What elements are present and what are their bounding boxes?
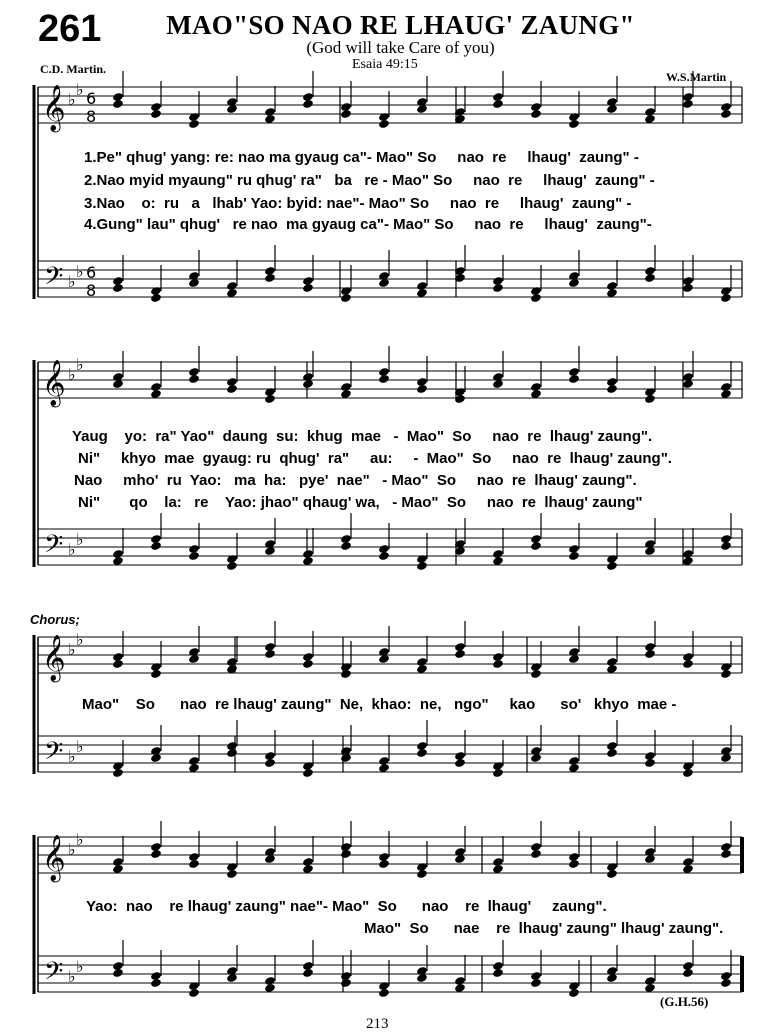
flat-icon: ♭ <box>76 830 84 849</box>
note-head <box>264 758 276 768</box>
note-head <box>378 119 390 129</box>
note-head <box>454 758 466 768</box>
note-head <box>302 283 314 293</box>
note-head <box>720 293 732 303</box>
note-head <box>340 849 352 859</box>
note-head <box>530 978 542 988</box>
note-head <box>150 978 162 988</box>
flat-icon: ♭ <box>68 747 76 766</box>
note-head <box>150 849 162 859</box>
note-head <box>530 293 542 303</box>
note-head <box>378 551 390 561</box>
flat-icon: ♭ <box>76 630 84 649</box>
hymn-subtitle: (God will take Care of you) <box>306 38 495 57</box>
note-head <box>568 859 580 869</box>
note-head <box>302 99 314 109</box>
note-head <box>682 659 694 669</box>
verse-4-line-1: 4.Gung" lau" qhug' re nao ma gyaug ca"- Mao" So nao re lhaug' zaung"- <box>84 216 652 233</box>
note-head <box>112 99 124 109</box>
note-head <box>150 293 162 303</box>
note-head <box>264 649 276 659</box>
note-head <box>188 119 200 129</box>
note-head <box>150 109 162 119</box>
note-head <box>226 384 238 394</box>
note-head <box>644 394 656 404</box>
note-head <box>606 561 618 571</box>
note-head <box>378 374 390 384</box>
note-head <box>530 669 542 679</box>
flat-icon: ♭ <box>76 80 84 99</box>
note-head <box>340 541 352 551</box>
time-sig-denominator: 8 <box>86 107 97 126</box>
note-head <box>226 869 238 879</box>
treble-clef-icon: 𝄞 <box>42 835 66 881</box>
note-head <box>720 669 732 679</box>
note-head <box>682 968 694 978</box>
verse-2-line-2: Ni" khyo mae gyaug: ru qhug' ra" au: - Mao" So nao re lhaug' zaung". <box>78 450 672 467</box>
time-sig-numerator: 6 <box>86 263 97 282</box>
note-head <box>644 758 656 768</box>
note-head <box>340 669 352 679</box>
note-head <box>302 659 314 669</box>
note-head <box>568 119 580 129</box>
note-head <box>416 384 428 394</box>
flat-icon: ♭ <box>68 840 76 859</box>
flat-icon: ♭ <box>76 737 84 756</box>
note-head <box>112 768 124 778</box>
note-head <box>720 849 732 859</box>
flat-icon: ♭ <box>76 530 84 549</box>
note-head <box>112 659 124 669</box>
note-head <box>568 988 580 998</box>
flat-icon: ♭ <box>76 262 84 281</box>
chorus-label: Chorus; <box>30 612 80 627</box>
verse-1-line-1: 1.Pe" qhug' yang: re: nao ma gyaug ca"- Mao" So nao re lhaug' zaung" - <box>84 149 639 166</box>
flat-icon: ♭ <box>68 365 76 384</box>
note-head <box>492 768 504 778</box>
note-head <box>568 551 580 561</box>
note-head <box>682 768 694 778</box>
chorus-line-2-alt: Mao" So nae re lhaug' zaung" lhaug' zaung". <box>364 920 724 937</box>
time-sig-numerator: 6 <box>86 89 97 108</box>
note-head <box>720 978 732 988</box>
note-head <box>644 649 656 659</box>
scripture-reference: Esaia 49:15 <box>352 57 418 72</box>
flat-icon: ♭ <box>68 272 76 291</box>
note-head <box>340 109 352 119</box>
note-head <box>682 283 694 293</box>
author-credit: W.S.Martin <box>666 70 727 84</box>
flat-icon: ♭ <box>68 967 76 986</box>
note-head <box>340 293 352 303</box>
note-head <box>530 541 542 551</box>
note-head <box>416 748 428 758</box>
note-head <box>416 869 428 879</box>
note-head <box>378 988 390 998</box>
verse-3-line-2: Nao mho' ru Yao: ma ha: pye' nae" - Mao" So nao re lhaug' zaung". <box>74 472 637 489</box>
hymn-number: 261 <box>38 8 102 50</box>
note-head <box>644 273 656 283</box>
note-head <box>454 649 466 659</box>
note-head <box>340 978 352 988</box>
note-head <box>188 859 200 869</box>
note-head <box>150 669 162 679</box>
note-head <box>720 541 732 551</box>
note-head <box>492 968 504 978</box>
note-head <box>226 748 238 758</box>
note-head <box>720 109 732 119</box>
note-head <box>226 561 238 571</box>
note-head <box>606 384 618 394</box>
source-reference: (G.H.56) <box>660 994 709 1009</box>
note-head <box>264 273 276 283</box>
verse-4-line-2: Ni" qo la: re Yao: jhao" qhaug' wa, - Mao" So nao re lhaug' zaung" <box>78 494 643 511</box>
note-head <box>112 968 124 978</box>
flat-icon: ♭ <box>68 90 76 109</box>
note-head <box>568 374 580 384</box>
note-head <box>492 283 504 293</box>
chorus-line-1: Mao" So nao re lhaug' zaung" Ne, khao: ne, ngo" kao so' khyo mae - <box>82 696 677 713</box>
treble-clef-icon: 𝄞 <box>42 360 66 406</box>
note-head <box>150 541 162 551</box>
note-head <box>302 968 314 978</box>
chorus-line-2: Yao: nao re lhaug' zaung" nae"- Mao" So nao re lhaug' zaung". <box>86 898 607 915</box>
hymn-title: MAO"SO NAO RE LHAUG' ZAUNG" <box>166 10 635 40</box>
flat-icon: ♭ <box>76 957 84 976</box>
page-number: 213 <box>366 1016 389 1032</box>
bass-clef-icon: 𝄢 <box>44 262 64 297</box>
flat-icon: ♭ <box>76 355 84 374</box>
verse-3-line-1: 3.Nao o: ru a lhab' Yao: byid: nae"- Mao" So nao re lhaug' zaung" - <box>84 195 632 212</box>
flat-icon: ♭ <box>68 540 76 559</box>
note-head <box>492 659 504 669</box>
note-head <box>530 849 542 859</box>
note-head <box>682 99 694 109</box>
note-head <box>302 768 314 778</box>
note-head <box>188 551 200 561</box>
composer-credit: C.D. Martin. <box>40 62 106 76</box>
bass-clef-icon: 𝄢 <box>44 530 64 565</box>
treble-clef-icon: 𝄞 <box>42 635 66 681</box>
note-head <box>112 283 124 293</box>
note-head <box>492 99 504 109</box>
verse-2-line-1: 2.Nao myid myaung" ru qhug' ra" ba re - Mao" So nao re lhaug' zaung" - <box>84 172 655 189</box>
note-head <box>606 869 618 879</box>
note-head <box>416 561 428 571</box>
time-sig-denominator: 8 <box>86 281 97 300</box>
note-head <box>188 374 200 384</box>
bass-clef-icon: 𝄢 <box>44 737 64 772</box>
note-head <box>264 394 276 404</box>
note-head <box>606 748 618 758</box>
flat-icon: ♭ <box>68 640 76 659</box>
bass-clef-icon: 𝄢 <box>44 957 64 992</box>
verse-1-line-2: Yaug yo: ra" Yao" daung su: khug mae - Mao" So nao re lhaug' zaung". <box>72 428 653 445</box>
treble-clef-icon: 𝄞 <box>42 85 66 131</box>
note-head <box>378 859 390 869</box>
note-head <box>188 988 200 998</box>
note-head <box>530 109 542 119</box>
